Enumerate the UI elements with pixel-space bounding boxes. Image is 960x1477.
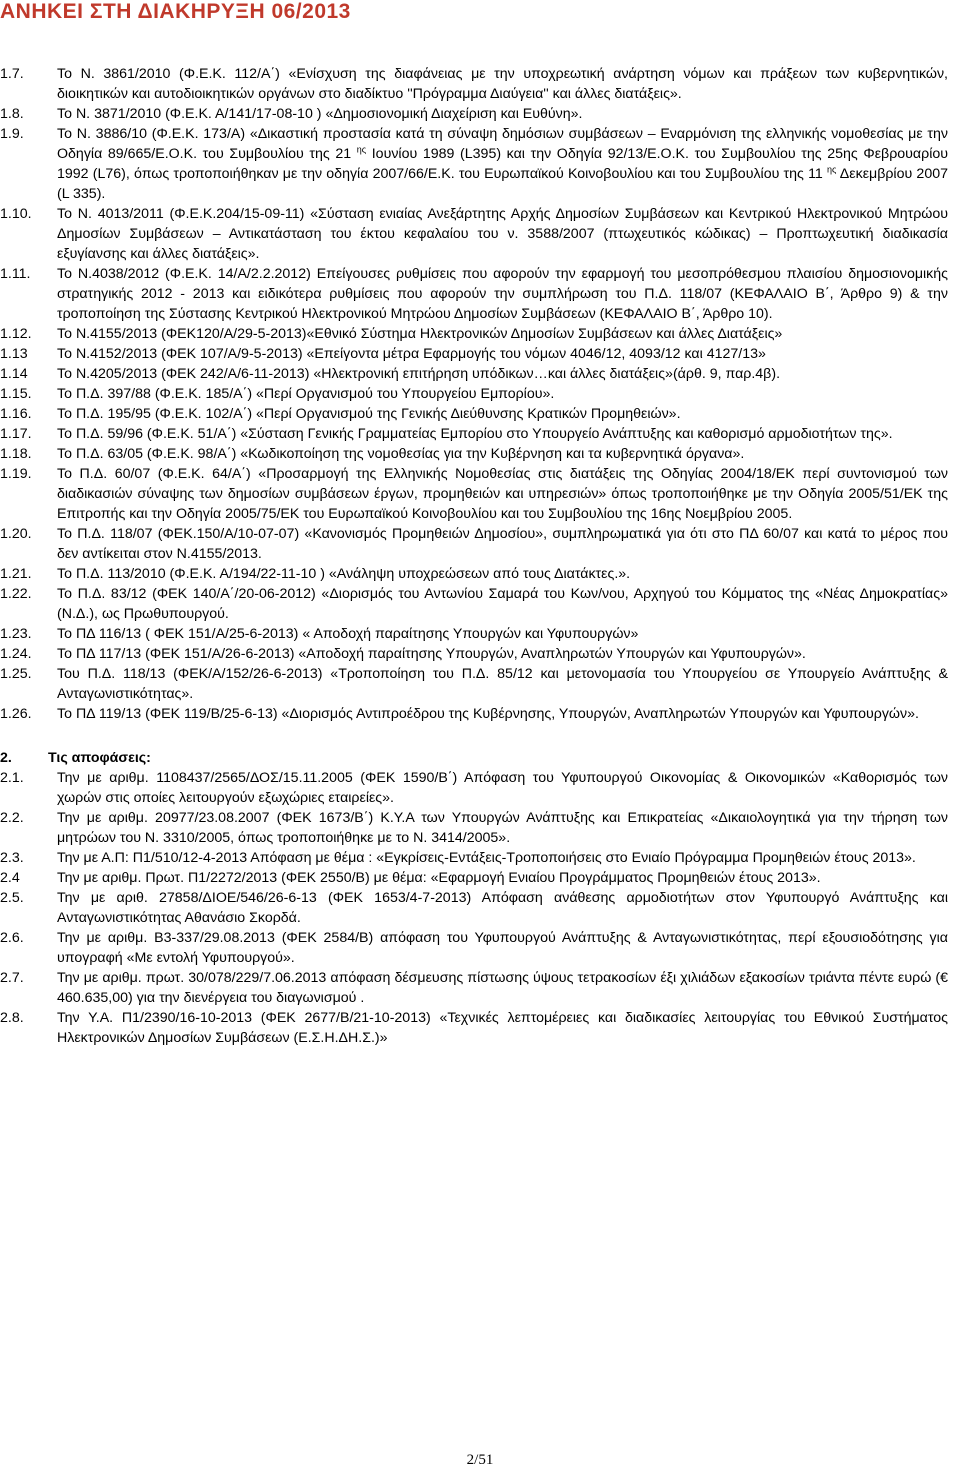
law-text: Το Π.Δ. 59/96 (Φ.Ε.Κ. 51/Α΄) «Σύσταση Γενικής Γραμματείας Εμπορίου στο Υπουργείο Ανάπτυξης και καθορισμό αρμοδιοτήτων της». (57, 426, 893, 442)
law-text: Το Ν. 4013/2011 (Φ.Ε.Κ.204/15-09-11) «Σύσταση ενιαίας Ανεξάρτητης Αρχής Δημοσίων Συμβάσεων και Κεντρικού Ηλεκτρονικού Μητρώου Δημοσίων Συμβάσεων – Αντικατάσταση του έκτου κεφαλαίου του ν. 3588/2007 (πτωχευτικός κώδικας) – Προπτωχευτική διαδικασία εξυγίανσης και άλλες διατάξεις». (57, 206, 948, 262)
law-number: 1.10. (0, 206, 32, 222)
law-item (0, 104, 948, 124)
law-item (0, 624, 948, 644)
law-item (0, 564, 948, 584)
law-item (0, 444, 948, 464)
decision-item (0, 768, 948, 808)
law-item (0, 264, 948, 324)
law-number: 1.19. (0, 466, 32, 482)
law-number: 1.23. (0, 626, 32, 642)
law-item (0, 584, 948, 624)
law-text: Το Π.Δ. 397/88 (Φ.Ε.Κ. 185/Α΄) «Περί Οργανισμού του Υπουργείου Εμπορίου». (57, 386, 555, 402)
law-number: 1.24. (0, 646, 32, 662)
section-title: Τις αποφάσεις: (48, 750, 151, 766)
law-item (0, 64, 948, 104)
law-item (0, 664, 948, 704)
decision-text: Την Υ.Α. Π1/2390/16-10-2013 (ΦΕΚ 2677/Β/21-10-2013) «Τεχνικές λεπτομέρειες και διαδικασίες λειτουργίας του Εθνικού Συστήματος Ηλεκτρονικών Δημοσίων Συμβάσεων (Ε.Σ.Η.ΔΗ.Σ.)» (57, 1010, 948, 1046)
law-number: 1.9. (0, 126, 24, 142)
decision-text: Την με αριθ. 27858/ΔΙΟΕ/546/26-6-13 (ΦΕΚ 1653/4-7-2013) Απόφαση ανάθεσης αρμοδιοτήτων στον Υφυπουργό Ανάπτυξης και Ανταγωνιστικότητας Αθανάσιο Σκορδά. (57, 890, 948, 926)
law-text: Το Ν. 3871/2010 (Φ.Ε.Κ. Α/141/17-08-10 ) «Δημοσιονομική Διαχείριση και Ευθύνη». (57, 106, 583, 122)
law-number: 1.8. (0, 106, 24, 122)
law-number: 1.11. (0, 266, 31, 282)
law-text: Το ΠΔ 119/13 (ΦΕΚ 119/Β/25-6-13) «Διορισμός Αντιπροέδρου της Κυβέρνησης, Υπουργών, Αναπληρωτών Υπουργών και Υφυπουργών». (57, 706, 919, 722)
law-text: Το Ν.4155/2013 (ΦΕΚ120/Α/29-5-2013)«Εθνικό Σύστημα Ηλεκτρονικών Δημοσίων Συμβάσεων και άλλες Διατάξεις» (57, 326, 783, 342)
law-item (0, 364, 948, 384)
decision-number: 2.3. (0, 850, 24, 866)
law-text: Το Π.Δ. 195/95 (Φ.Ε.Κ. 102/Α΄) «Περί Οργανισμού της Γενικής Διεύθυνσης Κρατικών Προμηθειών». (57, 406, 681, 422)
law-number: 1.26. (0, 706, 32, 722)
law-item (0, 124, 948, 204)
decision-text: Την με αριθμ. Πρωτ. Π1/2272/2013 (ΦΕΚ 2550/Β) με θέμα: «Εφαρμογή Ενιαίου Προγράμματος Προμηθειών έτους 2013». (57, 870, 821, 886)
law-number: 1.13 (0, 346, 28, 362)
decision-text: Την με αριθμ. 1108437/2565/ΔΟΣ/15.11.2005 (ΦΕΚ 1590/Β΄) Απόφαση του Υφυπουργού Οικονομίας & Οικονομικών «Καθορισμός των χωρών στις οποίες λειτουργούν εξωχώριες εταιρείες». (57, 770, 948, 806)
law-text: Το Π.Δ. 60/07 (Φ.Ε.Κ. 64/Α΄) «Προσαρμογή της Ελληνικής Νομοθεσίας στις διατάξεις της Οδηγίας 2004/18/ΕΚ περί συντονισμού των διαδικασιών σύναψης των δημοσίων συμβάσεων έργων, προμηθειών και υπηρεσιών» όπως τροποποιήθηκε με την Οδηγία 2005/51/ΕΚ της Επιτροπής και την Οδηγία 2005/75/ΕΚ του Ευρωπαϊκού Κοινοβουλίου και του Συμβουλίου της 16ης Νοεμβρίου 2005. (57, 466, 948, 522)
section-heading (0, 748, 948, 768)
law-text: Το ΠΔ 117/13 (ΦΕΚ 151/Α/26-6-2013) «Αποδοχή παραίτησης Υπουργών, Αναπληρωτών Υπουργών και Υφυπουργών». (57, 646, 806, 662)
law-number: 1.7. (0, 66, 24, 82)
law-item (0, 644, 948, 664)
law-item (0, 464, 948, 524)
law-number: 1.18. (0, 446, 32, 462)
decision-text: Την με αριθμ. πρωτ. 30/078/229/7.06.2013 απόφαση δέσμευσης πίστωσης ύψους τετρακοσίων έξι χιλιάδων εξακοσίων τριάντα πέντε ευρώ (€ 460.635,00) για την διενέργεια του διαγωνισμού . (57, 970, 948, 1006)
decision-number: 2.8. (0, 1010, 24, 1026)
law-text: Το Π.Δ. 83/12 (ΦΕΚ 140/Α΄/20-06-2012) «Διορισμός του Αντωνίου Σαμαρά του Κων/νου, Αρχηγού του Κόμματος της «Νέας Δημοκρατίας» (Ν.Δ.), ως Πρωθυπουργού. (57, 586, 948, 622)
decision-item (0, 968, 948, 1008)
law-text: Το Ν.4205/2013 (ΦΕΚ 242/Α/6-11-2013) «Ηλεκτρονική επιτήρηση υπόδικων…και άλλες διατάξεις»(άρθ. 9, παρ.4β). (57, 366, 781, 382)
decision-number: 2.5. (0, 890, 24, 906)
section-number: 2. (0, 750, 12, 766)
decision-item (0, 808, 948, 848)
law-text: Το ΠΔ 116/13 ( ΦΕΚ 151/Α/25-6-2013) « Αποδοχή παραίτησης Υπουργών και Υφυπουργών» (57, 626, 639, 642)
law-number: 1.17. (0, 426, 32, 442)
law-item (0, 404, 948, 424)
decision-number: 2.4 (0, 870, 20, 886)
law-item (0, 424, 948, 444)
law-number: 1.22. (0, 586, 32, 602)
document-banner: ΑΝΗΚΕΙ ΣΤΗ ΔΙΑΚΗΡΥΞΗ 06/2013 (0, 0, 351, 23)
law-text: Το Ν. 3886/10 (Φ.Ε.Κ. 173/Α) «Δικαστική προστασία κατά τη σύναψη δημόσιων συμβάσεων – Εναρμόνιση της ελληνικής νομοθεσίας με την Οδηγία 89/665/Ε.Ο.Κ. του Συμβουλίου της 21 $^{\eta\varsigma}$ Ιουνίου 1989 (L395) και την Οδηγία 92/13/Ε.Ο.Κ. του Συμβουλίου της 25ης Φεβρουαρίου 1992 (L76), όπως τροποποιήθηκαν με την οδηγία 2007/66/Ε.Κ. του Ευρωπαϊκού Κοινοβουλίου και του Συμβουλίου της 11 $^{\eta\varsigma}$ Δεκεμβρίου 2007 (L 335). (57, 126, 948, 202)
law-number: 1.16. (0, 406, 32, 422)
decision-item (0, 848, 948, 868)
decisions-list (0, 768, 948, 1048)
decision-text: Την με αριθμ. 20977/23.08.2007 (ΦΕΚ 1673/Β΄) Κ.Υ.Α των Υπουργών Ανάπτυξης και Επικρατείας «Δικαιολογητικά για την τήρηση των μητρώων του Ν. 3310/2005, όπως τροποποιήθηκε με το Ν. 3414/2005». (57, 810, 948, 846)
decision-number: 2.7. (0, 970, 24, 986)
decision-item (0, 868, 948, 888)
law-text: Το Ν.4152/2013 (ΦΕΚ 107/Α/9-5-2013) «Επείγοντα μέτρα Εφαρμογής του νόμων 4046/12, 4093/12 και 4127/13» (57, 346, 766, 362)
law-number: 1.15. (0, 386, 32, 402)
page-number: 2/51 (466, 1452, 494, 1468)
law-text: Το Ν. 3861/2010 (Φ.Ε.Κ. 112/Α΄) «Ενίσχυση της διαφάνειας με την υποχρεωτική ανάρτηση νόμων και πράξεων των κυβερνητικών, διοικητικών και αυτοδιοικητικών οργάνων στο διαδίκτυο ''Πρόγραμμα Διαύγεια'' και άλλες διατάξεις». (57, 66, 948, 102)
law-text: Το Π.Δ. 118/07 (ΦΕΚ.150/Α/10-07-07) «Κανονισμός Προμηθειών Δημοσίου», συμπληρωματικά για ότι στο ΠΔ 60/07 και κατά το μέρος που δεν αντίκειται στον Ν.4155/2013. (57, 526, 948, 562)
decision-number: 2.6. (0, 930, 24, 946)
laws-list (0, 64, 948, 724)
law-text: Το Π.Δ. 113/2010 (Φ.Ε.Κ. Α/194/22-11-10 ) «Ανάληψη υποχρεώσεων από τους Διατάκτες.». (57, 566, 631, 582)
law-item (0, 704, 948, 724)
law-number: 1.25. (0, 666, 32, 682)
law-item (0, 344, 948, 364)
law-text: Το Ν.4038/2012 (Φ.Ε.Κ. 14/Α/2.2.2012) Επείγουσες ρυθμίσεις που αφορούν την εφαρμογή του μεσοπρόθεσμου πλαισίου δημοσιονομικής στρατηγικής 2012 - 2013 και ειδικότερα ρυθμίσεις που αφορούν την συμπλήρωση του Π.Δ. 118/07 (ΚΕΦΑΛΑΙΟ Β΄, Άρθρο 9) & την τροποποίηση της Σύστασης Κεντρικού Ηλεκτρονικού Μητρώου Δημοσίων Συμβάσεων (ΚΕΦΑΛΑΙΟ Β΄, Άρθρο 10). (57, 266, 948, 322)
decision-item (0, 888, 948, 928)
law-number: 1.14 (0, 366, 28, 382)
section-gap (0, 724, 948, 748)
law-item (0, 524, 948, 564)
decision-number: 2.1. (0, 770, 24, 786)
law-number: 1.12. (0, 326, 32, 342)
law-item (0, 324, 948, 344)
document-body (0, 64, 948, 1048)
law-item (0, 384, 948, 404)
decision-item (0, 1008, 948, 1048)
decision-number: 2.2. (0, 810, 24, 826)
law-item (0, 204, 948, 264)
decision-text: Την με αριθμ. Β3-337/29.08.2013 (ΦΕΚ 2584/Β) απόφαση του Υφυπουργού Ανάπτυξης & Ανταγωνιστικότητας, περί εξουσιοδότησης για υπογραφή «Με εντολή Υφυπουργού». (57, 930, 948, 966)
law-text: Του Π.Δ. 118/13 (ΦΕΚ/Α/152/26-6-2013) «Τροποποίηση του Π.Δ. 85/12 και μετονομασία του Υπουργείου σε Υπουργείο Ανάπτυξης & Ανταγωνιστικότητας». (57, 666, 948, 702)
law-number: 1.21. (0, 566, 32, 582)
decision-text: Την με Α.Π: Π1/510/12-4-2013 Απόφαση με θέμα : «Εγκρίσεις-Εντάξεις-Τροποποιήσεις στο Ενιαίο Πρόγραμμα Προμηθειών έτους 2013». (57, 850, 916, 866)
law-text: Το Π.Δ. 63/05 (Φ.Ε.Κ. 98/Α΄) «Κωδικοποίηση της νομοθεσίας για την Κυβέρνηση και τα κυβερνητικά όργανα». (57, 446, 745, 462)
law-number: 1.20. (0, 526, 32, 542)
decision-item (0, 928, 948, 968)
